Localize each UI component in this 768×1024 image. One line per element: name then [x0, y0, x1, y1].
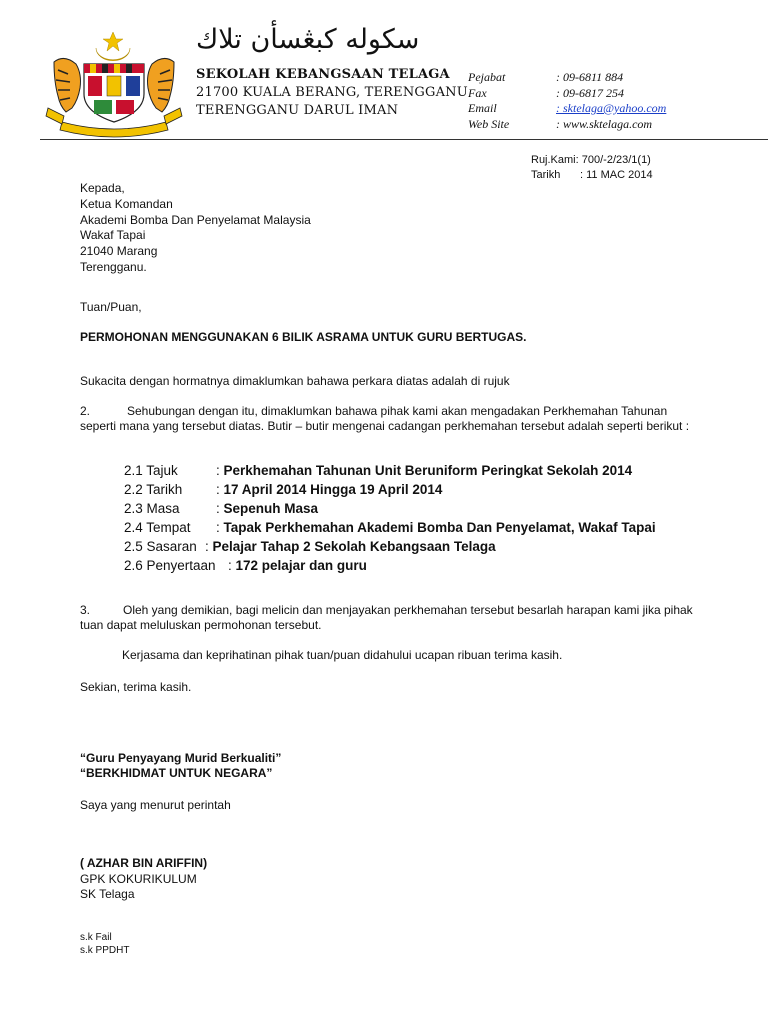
- detail-value: 17 April 2014 Hingga 19 April 2014: [223, 482, 443, 497]
- detail-label: 2.4 Tempat: [124, 520, 191, 535]
- recipient-line: Akademi Bomba Dan Penyelamat Malaysia: [80, 212, 311, 227]
- detail-row-tempat: [124, 518, 656, 537]
- contact-label: Fax: [468, 85, 487, 100]
- school-address-line2: TERENGGANU DARUL IMAN: [196, 103, 399, 118]
- recipient-line: Wakaf Tapai: [80, 228, 146, 243]
- motto-line: “BERKHIDMAT UNTUK NEGARA”: [80, 766, 273, 780]
- tiger-right-icon: [148, 58, 175, 112]
- detail-value: Perkhemahan Tahunan Unit Beruniform Peringkat Sekolah 2014: [223, 463, 633, 478]
- ruj-label: Ruj.Kami:: [531, 154, 579, 166]
- signatory-block: [80, 856, 207, 903]
- detail-value: Pelajar Tahap 2 Sekolah Kebangsaan Telaga: [212, 539, 496, 554]
- detail-value: Tapak Perkhemahan Akademi Bomba Dan Penyelamat, Wakaf Tapai: [223, 520, 656, 535]
- header-divider: [40, 139, 768, 140]
- detail-row-sasaran: [124, 537, 656, 556]
- detail-separator: :: [205, 539, 209, 554]
- paragraph-2: [80, 404, 704, 433]
- contact-value: : 09-6811 884: [556, 70, 624, 84]
- cc-item: s.k Fail: [80, 932, 112, 943]
- tiger-left-icon: [54, 58, 81, 112]
- detail-separator: :: [228, 558, 232, 573]
- detail-label: 2.1 Tajuk: [124, 463, 178, 478]
- event-details-list: [124, 461, 656, 575]
- crescent-icon: [96, 48, 130, 61]
- detail-label: 2.3 Masa: [124, 501, 180, 516]
- motto-ribbon: [60, 122, 168, 137]
- closing-line: Sekian, terima kasih.: [80, 680, 192, 694]
- motto-block: [80, 751, 281, 781]
- school-name: SEKOLAH KEBANGSAAN TELAGA: [196, 67, 450, 82]
- contact-row-website: [468, 117, 666, 133]
- school-letterhead: [196, 66, 468, 120]
- school-name-jawi: سکوله کبڠسأن تلاك: [196, 24, 420, 55]
- letter-subject: PERMOHONAN MENGGUNAKAN 6 BILIK ASRAMA UNTUK GURU BERTUGAS.: [80, 330, 527, 344]
- contact-row-email: [468, 101, 666, 117]
- tarikh-label: Tarikh: [531, 169, 561, 181]
- coat-of-arms-logo: [44, 30, 184, 140]
- cc-item: s.k PPDHT: [80, 944, 130, 956]
- yang-menurut-perintah: Saya yang menurut perintah: [80, 798, 231, 812]
- recipient-address: [80, 181, 311, 276]
- detail-value: Sepenuh Masa: [223, 501, 319, 516]
- paragraph-4: Kerjasama dan keprihatinan pihak tuan/puan didahului ucapan ribuan terima kasih.: [122, 648, 563, 662]
- contact-label: Pejabat: [468, 70, 506, 84]
- website-value: : www.sktelaga.com: [556, 116, 653, 131]
- reference-block: [531, 153, 653, 183]
- school-address-line1: 21700 KUALA BERANG, TERENGGANU: [196, 85, 468, 100]
- paragraph-3: [80, 603, 704, 632]
- paragraph-text: Sehubungan dengan itu, dimaklumkan bahawa pihak kami akan mengadakan Perkhemahan Tahunan seperti mana yang tersebut diatas. Butir – butir mengenai cadangan perkhemahan tersebut adalah seperti berikut :: [80, 404, 690, 433]
- motto-line: “Guru Penyayang Murid Berkualiti”: [80, 751, 282, 765]
- recipient-line: 21040 Marang: [80, 244, 158, 259]
- cc-list: [80, 932, 129, 957]
- detail-row-masa: [124, 499, 656, 518]
- detail-row-penyertaan: [124, 556, 656, 575]
- detail-value: 172 pelajar dan guru: [235, 558, 367, 573]
- signatory-org: SK Telaga: [80, 887, 135, 901]
- paragraph-text: Oleh yang demikian, bagi melicin dan menjayakan perkhemahan tersebut besarlah harapan kami jika pihak tuan dapat meluluskan permohonan tersebut.: [80, 603, 693, 632]
- detail-label: 2.5 Sasaran: [124, 539, 197, 554]
- detail-label: 2.2 Tarikh: [124, 482, 183, 497]
- paragraph-1: Sukacita dengan hormatnya dimaklumkan bahawa perkara diatas adalah di rujuk: [80, 374, 510, 388]
- contact-block: [468, 70, 666, 132]
- detail-separator: :: [216, 482, 220, 497]
- contact-value: : 09-6817 254: [556, 85, 624, 100]
- email-link[interactable]: : sktelaga@yahoo.com: [556, 101, 667, 115]
- tarikh-value: : 11 MAC 2014: [580, 169, 653, 181]
- contact-label: Email: [468, 101, 497, 115]
- recipient-line: Kepada,: [80, 181, 125, 195]
- signatory-title: GPK KOKURIKULUM: [80, 871, 197, 886]
- detail-row-tarikh: [124, 480, 656, 499]
- contact-label: Web Site: [468, 116, 510, 131]
- detail-separator: :: [216, 501, 220, 516]
- detail-row-tajuk: [124, 461, 656, 480]
- detail-label: 2.6 Penyertaan: [124, 558, 216, 573]
- star-icon: [103, 32, 123, 51]
- paragraph-number: 2.: [80, 404, 91, 418]
- ruj-value: 700/-2/23/1(1): [581, 154, 651, 166]
- recipient-line: Ketua Komandan: [80, 196, 173, 211]
- recipient-line: Terengganu.: [80, 259, 147, 274]
- detail-separator: :: [216, 463, 220, 478]
- signatory-name: ( AZHAR BIN ARIFFIN): [80, 856, 208, 870]
- contact-row-fax: [468, 86, 666, 102]
- salutation: Tuan/Puan,: [80, 300, 142, 314]
- paragraph-number: 3.: [80, 603, 91, 617]
- contact-row-phone: [468, 70, 666, 86]
- detail-separator: :: [216, 520, 220, 535]
